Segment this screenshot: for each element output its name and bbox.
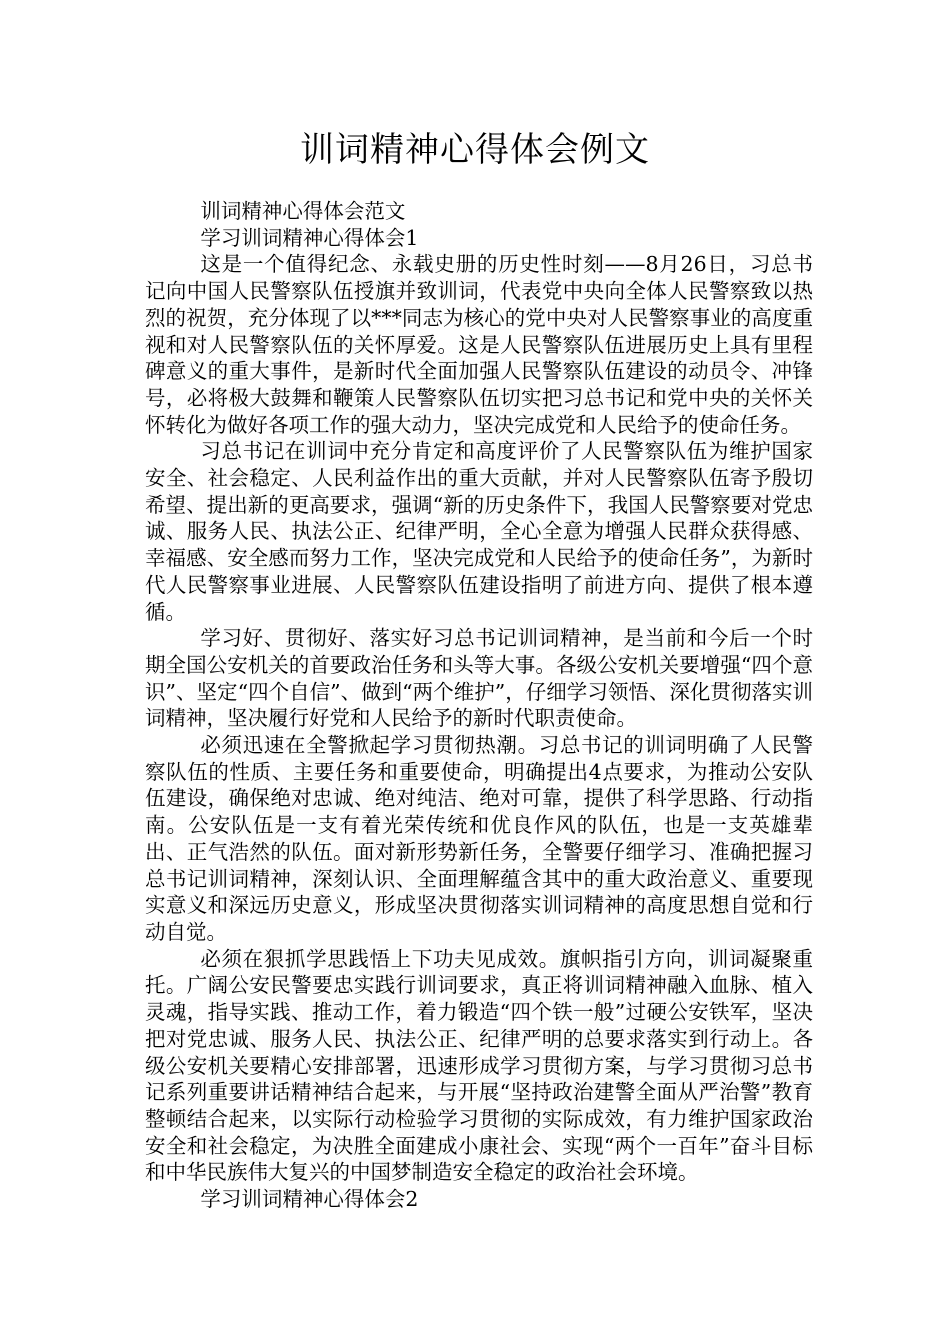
paragraph: 这是一个值得纪念、永载史册的历史性时刻——8月26日，习总书记向中国人民警察队伍授旗并致训词，代表党中央向全体人民警察致以热烈的祝贺，充分体现了以***同志为核心的党中央对人民警察事业的高度重视和对人民警察队伍的关怀厚爱。这是人民警察队伍进展历史上具有里程碑意义的重大事件，是新时代全面加强人民警察队伍建设的动员令、冲锋号，必将极大鼓舞和鞭策人民警察队伍切实把习总书记和党中央的关怀关怀转化为做好各项工作的强大动力，坚决完成党和人民给予的使命任务。 xyxy=(145,252,813,437)
section-heading-2: 学习训词精神心得体会2 xyxy=(200,1187,419,1212)
document-title: 训词精神心得体会例文 xyxy=(300,130,650,170)
subtitle: 训词精神心得体会范文 xyxy=(200,199,406,223)
paragraph: 必须在狠抓学思践悟上下功夫见成效。旗帜指引方向，训词凝聚重托。广阔公安民警要忠实践行训词要求，真正将训词精神融入血脉、植入灵魂，指导实践、推动工作，着力锻造“四个铁一般”过硬公安铁军，坚决把对党忠诚、服务人民、执法公正、纪律严明的总要求落实到行动上。各级公安机关要精心安排部署，迅速形成学习贯彻方案，与学习贯彻习总书记系列重要讲话精神结合起来，与开展“坚持政治建警全面从严治警”教育整顿结合起来，以实际行动检验学习贯彻的实际成效，有力维护国家政治安全和社会稳定，为决胜全面建成小康社会、实现“两个一百年”奋斗目标和中华民族伟大复兴的中国梦制造安全稳定的政治社会环境。 xyxy=(145,946,813,1185)
paragraph: 学习好、贯彻好、落实好习总书记训词精神，是当前和今后一个时期全国公安机关的首要政治任务和头等大事。各级公安机关要增强“四个意识”、坚定“四个自信”、做到“两个维护”，仔细学习领悟、深化贯彻落实训词精神，坚决履行好党和人民给予的新时代职责使命。 xyxy=(145,626,813,731)
document-body xyxy=(145,198,813,1213)
section-heading-1: 学习训词精神心得体会1 xyxy=(200,225,419,250)
paragraph: 习总书记在训词中充分肯定和高度评价了人民警察队伍为维护国家安全、社会稳定、人民利益作出的重大贡献，并对人民警察队伍寄予殷切希望、提出新的更高要求，强调“新的历史条件下，我国人民警察要对党忠诚、服务人民、执法公正、纪律严明，全心全意为增强人民群众获得感、幸福感、安全感而努力工作，坚决完成党和人民给予的使命任务”，为新时代人民警察事业进展、人民警察队伍建设指明了前进方向、提供了根本遵循。 xyxy=(145,439,813,624)
paragraph: 必须迅速在全警掀起学习贯彻热潮。习总书记的训词明确了人民警察队伍的性质、主要任务和重要使命，明确提出4点要求，为推动公安队伍建设，确保绝对忠诚、绝对纯洁、绝对可靠，提供了科学思路、行动指南。公安队伍是一支有着光荣传统和优良作风的队伍，也是一支英雄辈出、正气浩然的队伍。面对新形势新任务，全警要仔细学习、准确把握习总书记训词精神，深刻认识、全面理解蕴含其中的重大政治意义、重要现实意义和深远历史意义，形成坚决贯彻落实训词精神的高度思想自觉和行动自觉。 xyxy=(145,733,813,944)
